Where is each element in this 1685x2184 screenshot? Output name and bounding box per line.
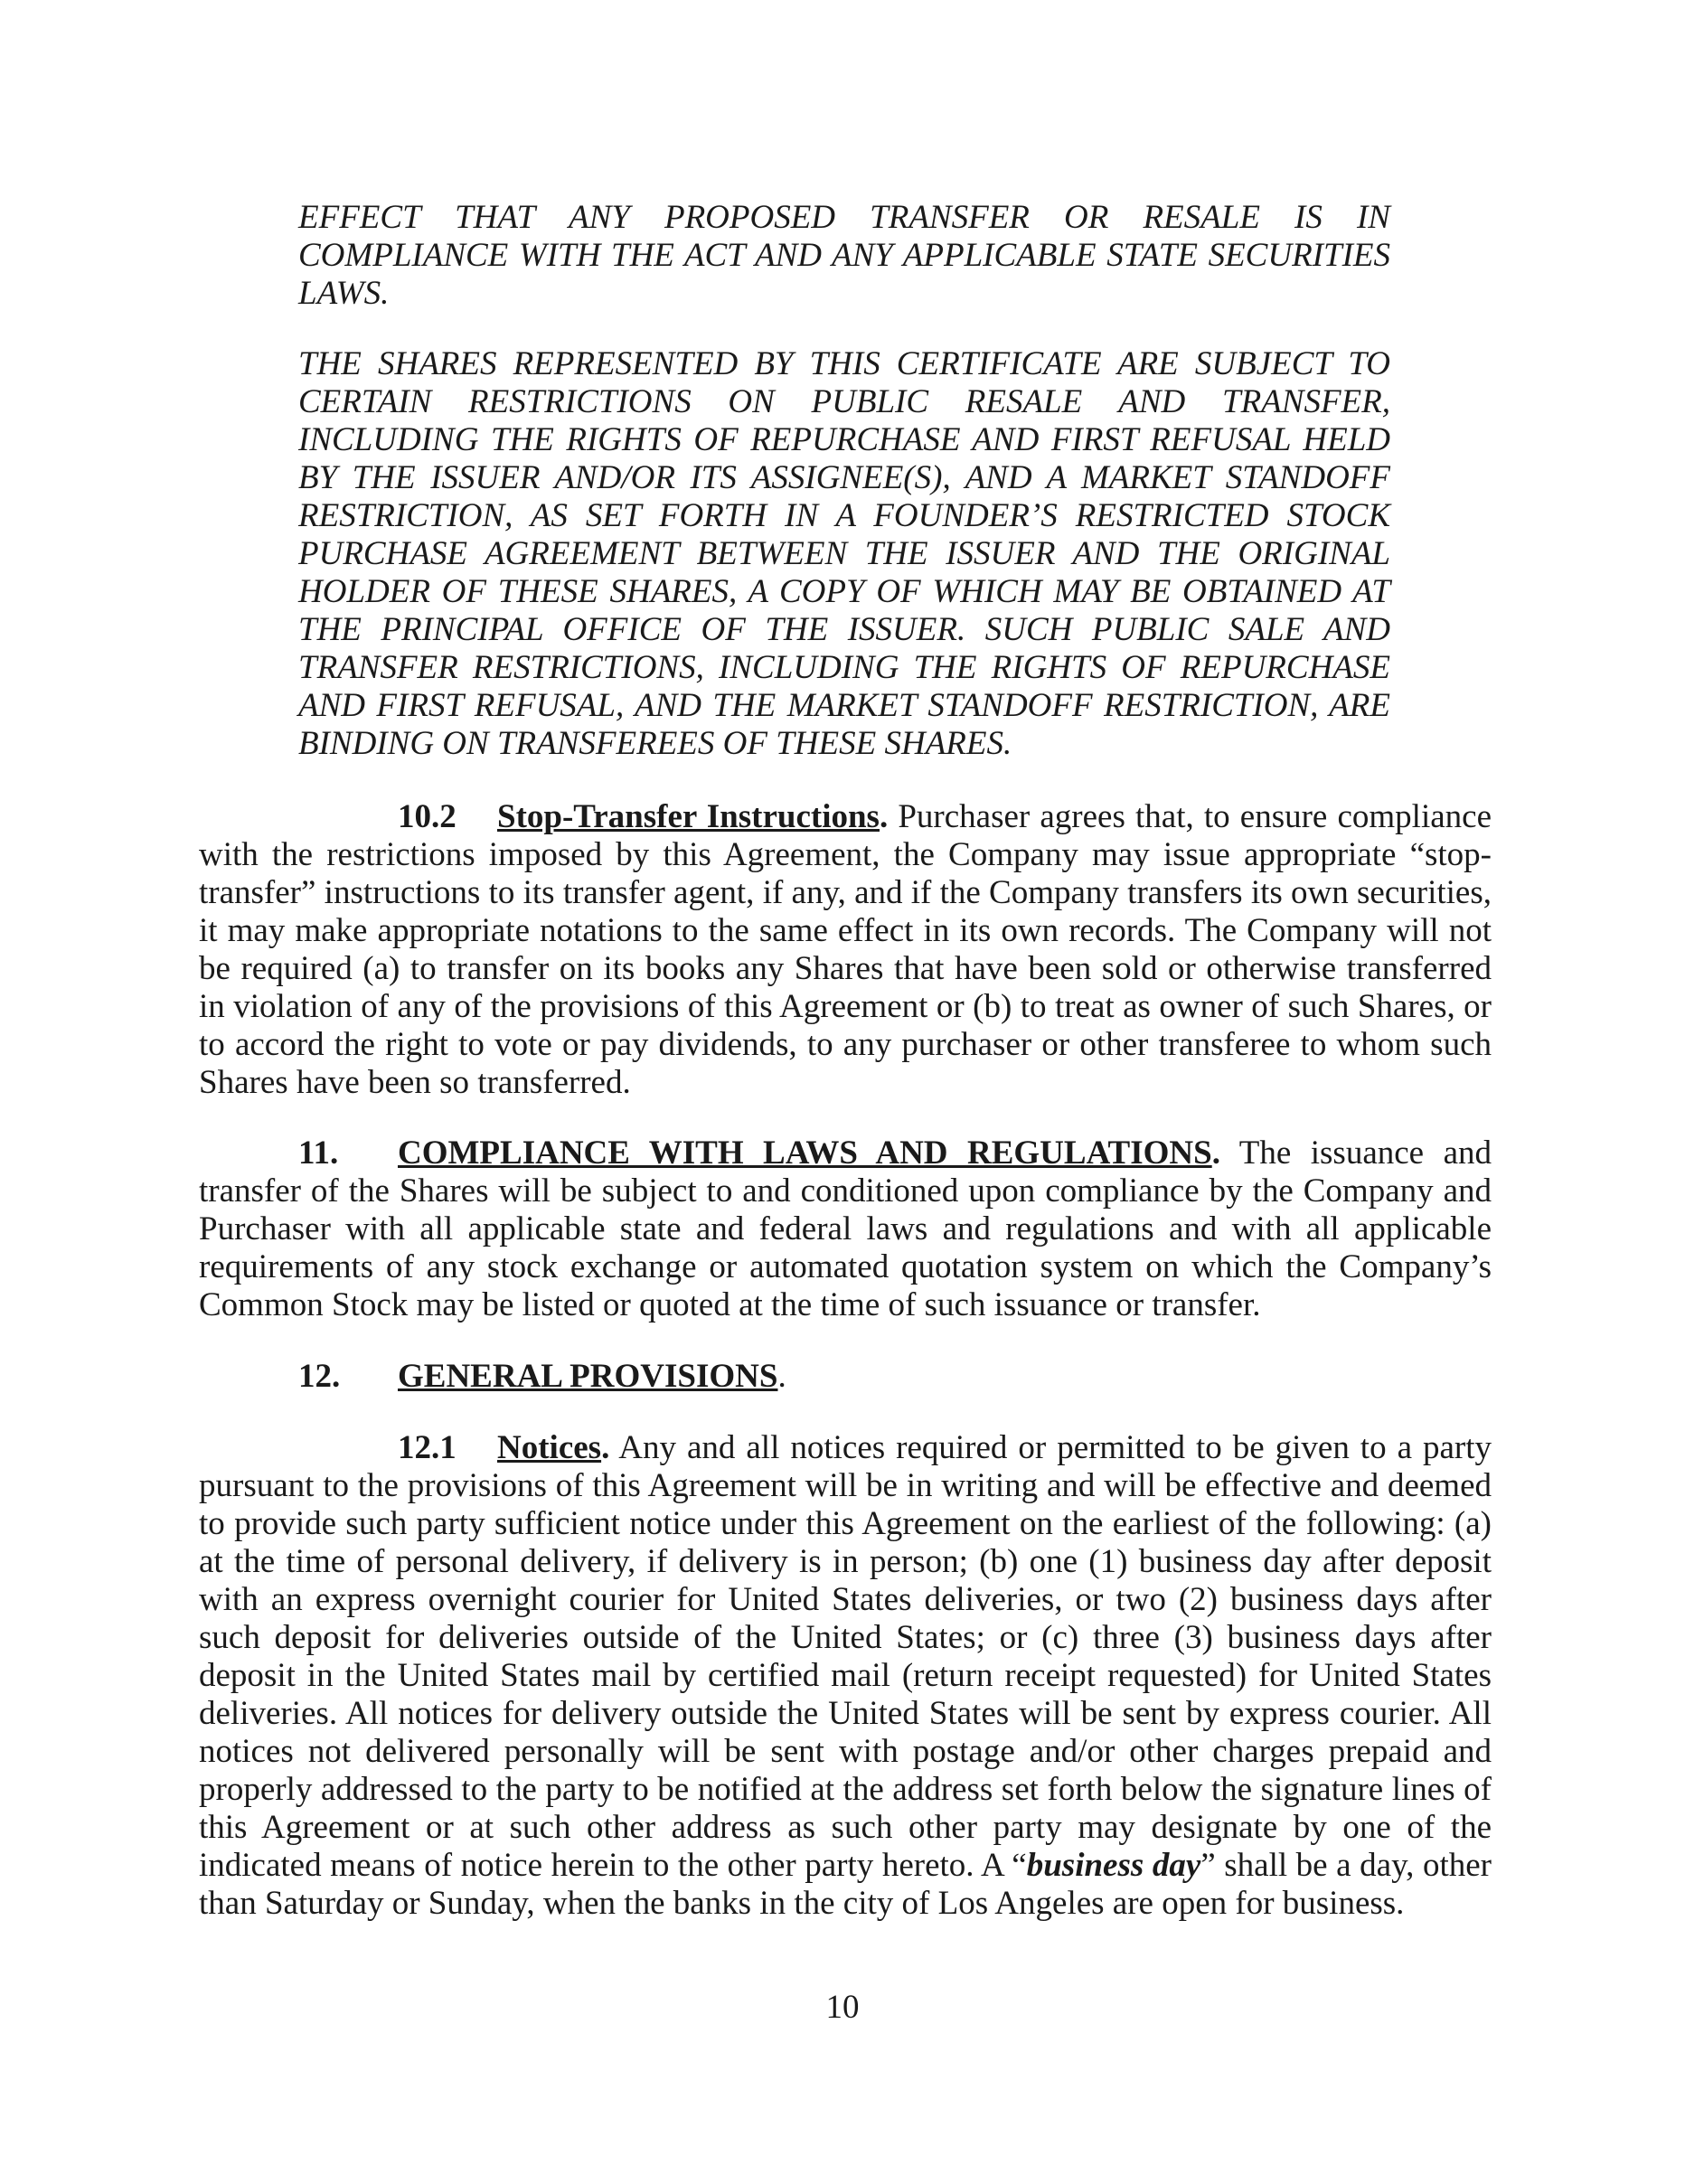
page-number: 10 [825,1989,860,2026]
section-12-1-paragraph [199,1429,1492,1923]
section-12-number: 12. [298,1358,341,1395]
section-11-paragraph [199,1134,1492,1324]
section-10-2-body: Purchaser agrees that, to ensure compliance with the restrictions imposed by this Agreement, the Company may issue appropriate “stop-transfer” instructions to its transfer agent, if any, and if the Company transfers its own securities, it may make appropriate notations to the same effect in its own records. The Company will not be required (a) to transfer on its books any Shares that have been sold or otherwise transferred in violation of any of the provisions of this Agreement or (b) to treat as owner of such Shares, or to accord the right to vote or pay dividends, to any purchaser or other transferee to whom such Shares have been so transferred. [199,798,1492,1101]
section-11-number: 11. [298,1134,339,1172]
section-10-2-heading-end: . [879,798,889,835]
section-12-heading-line [298,1358,786,1396]
legend-paragraph-2: THE SHARES REPRESENTED BY THIS CERTIFICATE ARE SUBJECT TO CERTAIN RESTRICTIONS ON PUBLIC RESALE AND TRANSFER, INCLUDING THE RIGHTS OF REPURCHASE AND FIRST REFUSAL HELD BY THE ISSUER AND/OR ITS ASSIGNEE(S), AND A MARKET STANDOFF RESTRICTION, AS SET FORTH IN A FOUNDER’S RESTRICTED STOCK PURCHASE AGREEMENT BETWEEN THE ISSUER AND THE ORIGINAL HOLDER OF THESE SHARES, A COPY OF WHICH MAY BE OBTAINED AT THE PRINCIPAL OFFICE OF THE ISSUER. SUCH PUBLIC SALE AND TRANSFER RESTRICTIONS, INCLUDING THE RIGHTS OF REPURCHASE AND FIRST REFUSAL, AND THE MARKET STANDOFF RESTRICTION, ARE BINDING ON TRANSFEREES OF THESE SHARES. [298,345,1390,762]
section-10-2-paragraph [199,798,1492,1102]
section-12-1-heading-end: . [601,1429,610,1466]
section-12-heading: GENERAL PROVISIONS [398,1358,778,1395]
defined-term-business-day: business day [1026,1847,1201,1884]
section-12-1-number: 12.1 [398,1429,457,1466]
section-10-2-heading: Stop-Transfer Instructions [497,798,880,835]
section-11-heading: COMPLIANCE WITH LAWS AND REGULATIONS [398,1134,1212,1172]
legend-paragraph-1: EFFECT THAT ANY PROPOSED TRANSFER OR RESALE IS IN COMPLIANCE WITH THE ACT AND ANY APPLICABLE STATE SECURITIES LAWS. [298,199,1390,312]
section-12-1-body-after-term: ” shall be a day, other than Saturday or Sunday, when the banks in the city of Los Angeles are open for business. [199,1847,1492,1922]
section-11-body: The issuance and transfer of the Shares will be subject to and conditioned upon compliance by the Company and Purchaser with all applicable state and federal laws and regulations and with all applicable requirements of any stock exchange or automated quotation system on which the Company’s Common Stock may be listed or quoted at the time of such issuance or transfer. [199,1134,1492,1323]
section-12-1-body-before-term: Any and all notices required or permitted to be given to a party pursuant to the provisions of this Agreement will be in writing and will be effective and deemed to provide such party sufficient notice under this Agreement on the earliest of the following: (a) at the time of personal delivery, if delivery is in person; (b) one (1) business day after deposit with an express overnight courier for United States deliveries, or two (2) business days after such deposit for deliveries outside of the United States; or (c) three (3) business days after deposit in the United States mail by certified mail (return receipt requested) for United States deliveries. All notices for delivery outside the United States will be sent by express courier. All notices not delivered personally will be sent with postage and/or other charges prepaid and properly addressed to the party to be notified at the address set forth below the signature lines of this Agreement or at such other address as such other party may designate by one of the indicated means of notice herein to the other party hereto. A “ [199,1429,1492,1884]
section-10-2-number: 10.2 [398,798,457,835]
section-12-heading-end: . [777,1358,786,1395]
section-12-1-heading: Notices [497,1429,602,1466]
section-11-heading-end: . [1211,1134,1220,1172]
